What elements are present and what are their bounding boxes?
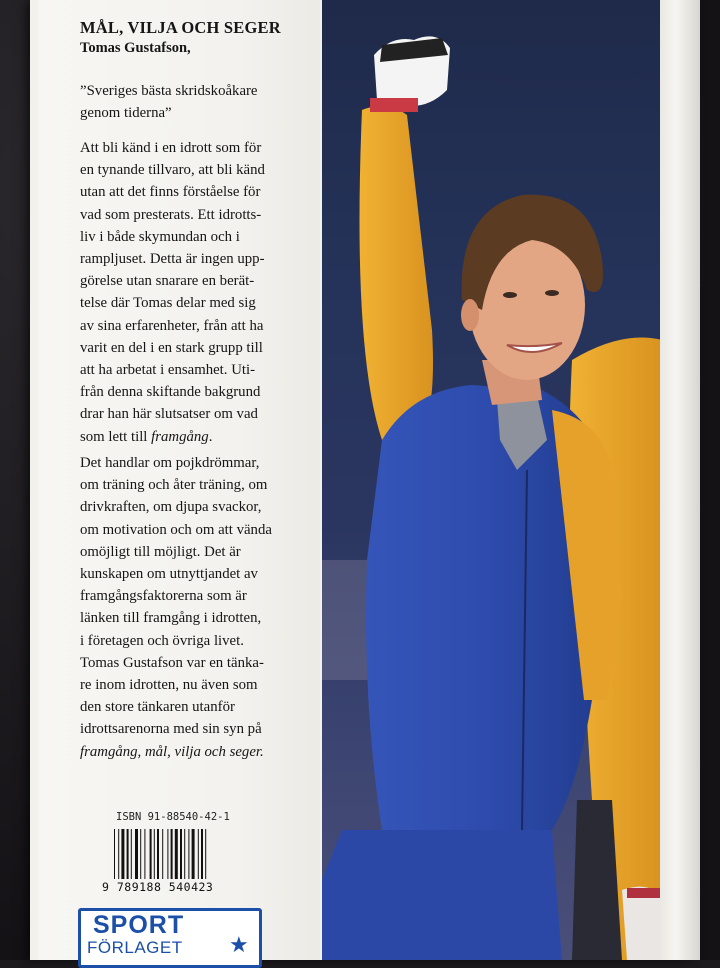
barcode-bar [184, 829, 185, 879]
text-line: en tynande tillvaro, att bli känd [80, 162, 265, 179]
text-line: omöjligt till möjligt. Det är [80, 543, 241, 560]
cover-right-edge [660, 0, 700, 960]
barcode-bar [157, 829, 159, 879]
tagline-quote [80, 80, 312, 124]
text-line: Att bli känd i en idrott som för [80, 140, 262, 156]
barcode-bar [154, 829, 155, 879]
text-line: framgångsfaktorerna som är [80, 588, 247, 605]
text-line: rampljuset. Detta är ingen upp- [80, 251, 265, 268]
blurb-paragraph-1 [80, 137, 312, 448]
barcode [112, 829, 228, 881]
barcode-bar [162, 829, 163, 879]
barcode-bar [135, 829, 138, 879]
text-line: om träning och åter träning, om [80, 477, 268, 494]
text-line: drar han här slutsatser om vad [80, 406, 258, 423]
italic-phrase: framgång, mål, vilja och seger. [80, 743, 264, 760]
text-line: görelse utan snarare en berät- [80, 273, 255, 290]
skater-photo [322, 0, 662, 960]
star-icon: ★ [229, 933, 249, 958]
text-line: drivkraften, om djupa svackor, [80, 499, 262, 516]
text-line: länken till framgång i idrotten, [80, 610, 262, 627]
barcode-bar [205, 829, 206, 879]
text-line: re inom idrotten, nu även som [80, 677, 258, 694]
publisher-logo-sport: SPORT [93, 911, 185, 939]
text-line: varit en del i en stark grupp till [80, 339, 263, 356]
barcode-bar [140, 829, 141, 879]
text-line: Det handlar om pojkdrömmar, [80, 455, 260, 471]
text-line: idrottsarenorna med sin syn på [80, 721, 262, 738]
barcode-bar [192, 829, 195, 879]
barcode-bar [121, 829, 124, 879]
text-line [80, 426, 312, 448]
barcode-bar [171, 829, 173, 879]
publisher-logo [78, 908, 262, 968]
text-line: i företagen och övriga livet. [80, 632, 244, 649]
text-fragment: . [208, 428, 213, 445]
barcode-bar [188, 829, 189, 879]
author-name: Tomas Gustafson, [80, 40, 191, 56]
barcode-bar [114, 829, 115, 879]
barcode-bar [150, 829, 152, 879]
text-line: kunskapen om utnyttjandet av [80, 566, 258, 583]
barcode-bar [201, 829, 203, 879]
text-line: den store tänkaren utanför [80, 699, 235, 716]
text-line: vad som presterats. Ett idrotts- [80, 206, 262, 223]
barcode-bar [198, 829, 199, 879]
text-line: liv i både skymundan och i [80, 228, 240, 245]
text-line: om motivation och om att vända [80, 521, 272, 538]
text-line: från denna skiftande bakgrund [80, 384, 261, 401]
text-line [80, 741, 312, 763]
text-line: att ha arbetat i ensamhet. Uti- [80, 362, 256, 379]
quote-line: ”Sveriges bästa skridskoåkare [80, 83, 258, 99]
barcode-bar [127, 829, 129, 879]
text-line: Tomas Gustafson var en tänka- [80, 654, 264, 671]
isbn-label: ISBN 91-88540-42-1 [116, 811, 230, 823]
barcode-bar [144, 829, 145, 879]
text-line: telse där Tomas delar med sig [80, 295, 256, 312]
barcode-bar [167, 829, 168, 879]
quote-line: genom tiderna” [80, 105, 172, 121]
skater-illustration [322, 0, 662, 960]
book-title: MÅL, VILJA OCH SEGER [80, 18, 281, 37]
barcode-bar [131, 829, 132, 879]
italic-word: framgång [151, 428, 209, 445]
text-line: av sina erfarenheter, från att ha [80, 317, 264, 334]
text-line: utan att det finns förståelse för [80, 184, 261, 201]
barcode-bar [180, 829, 182, 879]
blurb-paragraph-2 [80, 452, 312, 763]
barcode-bar [118, 829, 119, 879]
barcode-digits: 9 789188 540423 [102, 880, 214, 894]
text-fragment: som lett till [80, 428, 148, 445]
barcode-bar [175, 829, 178, 879]
publisher-logo-forlaget: FÖRLAGET [87, 938, 183, 957]
